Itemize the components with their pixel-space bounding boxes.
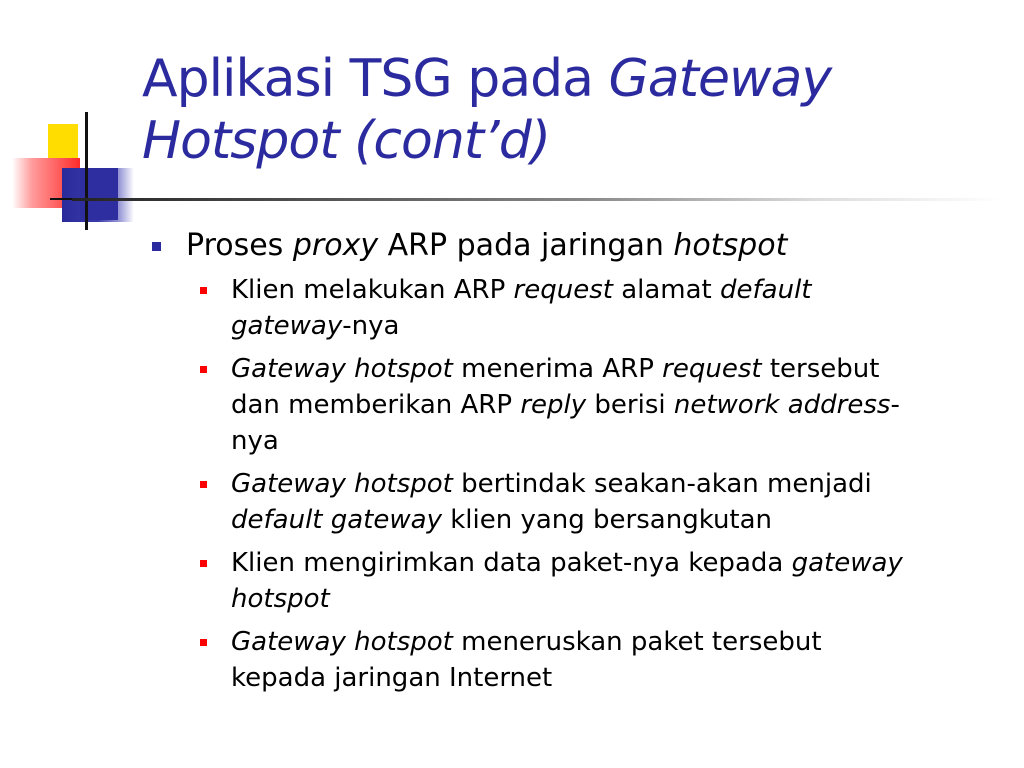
italic-segment: default gateway	[231, 275, 812, 341]
title-underline	[72, 198, 1002, 201]
sub-bullet-list	[150, 272, 1010, 696]
red-square-bullet-icon	[200, 366, 207, 373]
italic-segment: network address	[673, 390, 891, 420]
red-square-bullet-icon	[200, 481, 207, 488]
italic-segment: proxy	[292, 228, 379, 263]
vertical-line-decoration	[85, 112, 88, 230]
text-segment: Klien melakukan ARP	[231, 275, 514, 305]
text-segment: ARP pada jaringan	[378, 228, 674, 263]
text-segment: alamat	[612, 275, 721, 305]
red-square-bullet-icon	[200, 560, 207, 567]
sub-bullet-item	[150, 466, 911, 538]
italic-segment: hotspot	[673, 228, 788, 263]
red-square-bullet-icon	[200, 287, 207, 294]
italic-segment: reply	[520, 390, 587, 420]
decorative-logo	[0, 0, 150, 240]
italic-segment: Gateway hotspot	[231, 627, 453, 657]
italic-segment: gateway hotspot	[231, 548, 903, 614]
text-segment: klien yang bersangkutan	[441, 505, 773, 535]
italic-segment: request	[513, 275, 613, 305]
text-segment: -nya	[231, 390, 900, 456]
text-segment: bertindak seakan-akan menjadi	[452, 469, 872, 499]
square-bullet-icon	[152, 242, 161, 251]
sub-bullet-item	[150, 272, 911, 344]
text-segment: Proses	[186, 228, 293, 263]
text-segment: menerima ARP	[452, 354, 663, 384]
sub-bullet-item	[150, 545, 911, 617]
text-segment: meneruskan paket tersebut kepada jaringan Internet	[231, 627, 822, 693]
text-segment: Klien mengirimkan data paket-nya kepada	[231, 548, 792, 578]
title-plain: Aplikasi TSG pada	[142, 49, 609, 109]
italic-segment: default gateway	[231, 505, 442, 535]
title-italic-1: Gateway	[608, 49, 832, 109]
text-segment: tersebut dan memberikan ARP	[231, 354, 880, 420]
text-segment: -nya	[342, 311, 400, 341]
italic-segment: Gateway hotspot	[231, 354, 453, 384]
slide-title	[142, 48, 1002, 172]
sub-bullet-item	[150, 351, 911, 459]
main-bullet-item	[150, 226, 1010, 266]
italic-segment: request	[662, 354, 762, 384]
slide-body	[150, 226, 1010, 703]
italic-segment: Gateway hotspot	[231, 469, 453, 499]
red-square-bullet-icon	[200, 639, 207, 646]
text-segment: berisi	[586, 390, 674, 420]
title-italic-2: Hotspot (cont’d)	[142, 111, 550, 171]
sub-bullet-item	[150, 624, 911, 696]
